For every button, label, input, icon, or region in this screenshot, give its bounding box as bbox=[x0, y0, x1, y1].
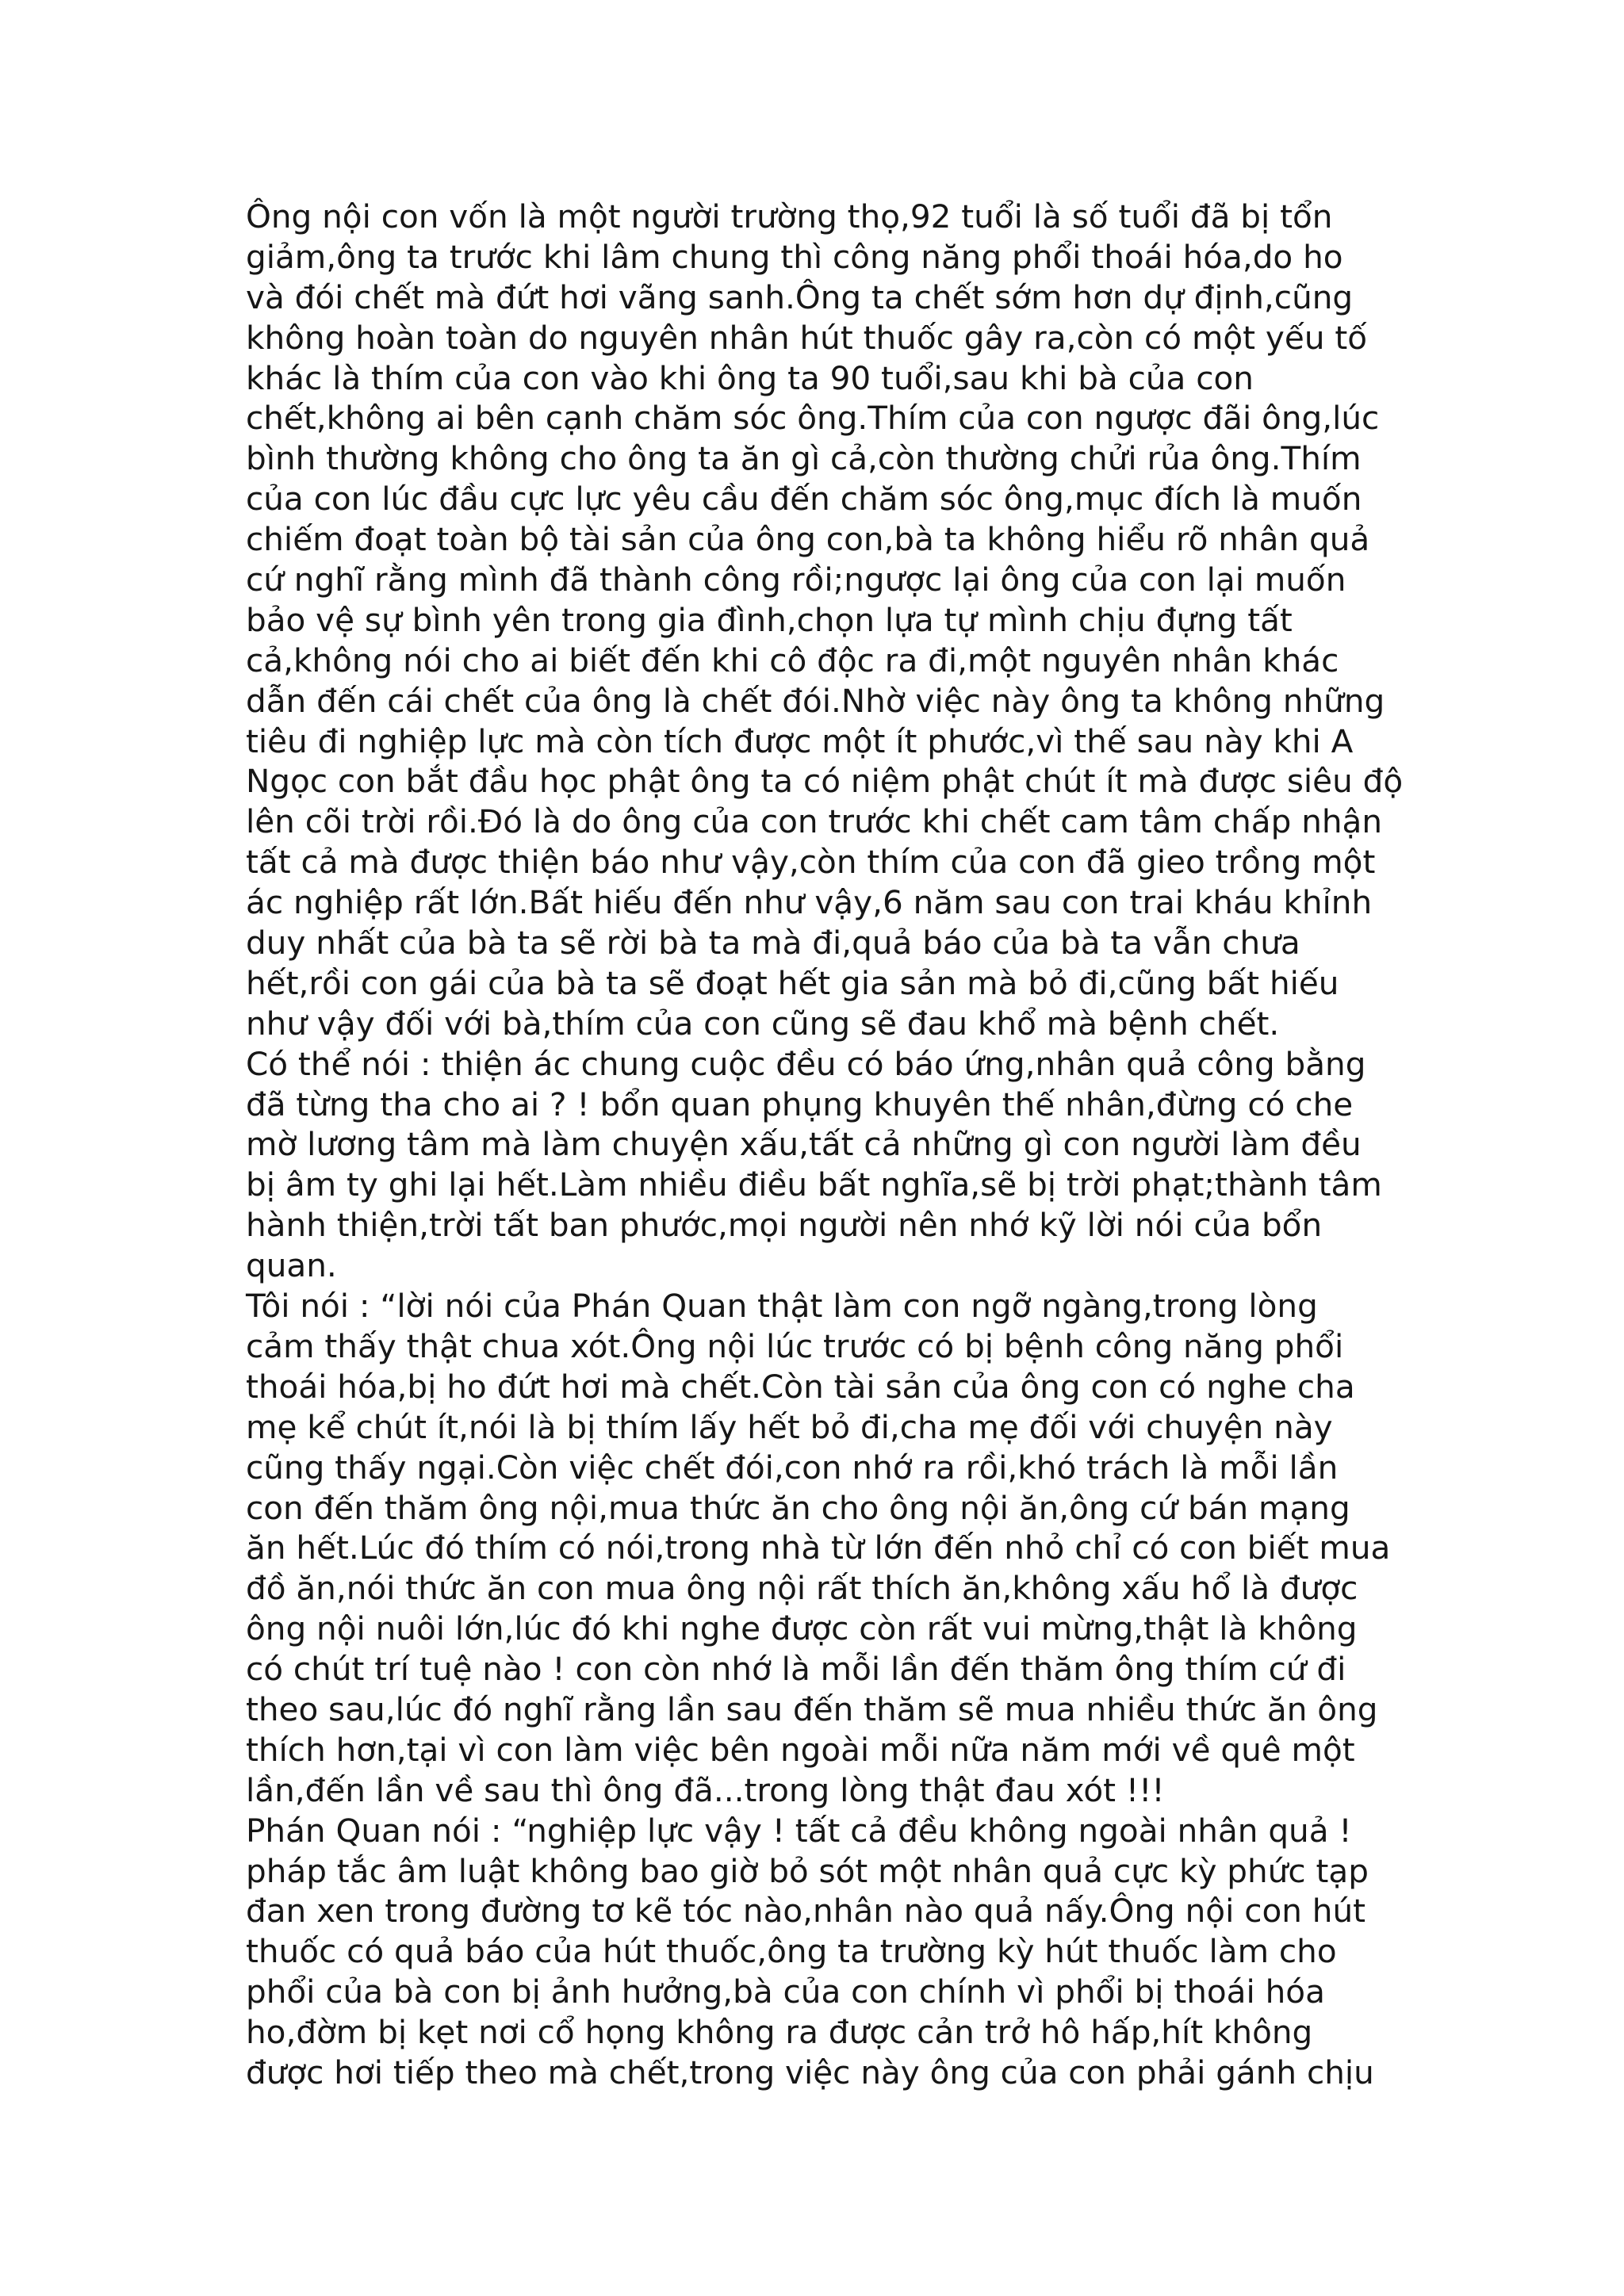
text-line: không hoàn toàn do nguyên nhân hút thuốc gây ra,còn có một yếu tố bbox=[246, 318, 1368, 357]
text-line: phổi của bà con bị ảnh hưởng,bà của con chính vì phổi bị thoái hóa bbox=[246, 1973, 1325, 2011]
text-line: theo sau,lúc đó nghĩ rằng lần sau đến thăm sẽ mua nhiều thức ăn ông bbox=[246, 1689, 1378, 1728]
text-line: chiếm đoạt toàn bộ tài sản của ông con,bà ta không hiểu rõ nhân quả bbox=[246, 520, 1370, 559]
text-line: ăn hết.Lúc đó thím có nói,trong nhà từ lớn đến nhỏ chỉ có con biết mua bbox=[246, 1529, 1391, 1567]
text-line: được hơi tiếp theo mà chết,trong việc này ông của con phải gánh chịu bbox=[246, 2053, 1374, 2091]
text-line: như vậy đối với bà,thím của con cũng sẽ đau khổ mà bệnh chết. bbox=[246, 1004, 1280, 1043]
text-line: bảo vệ sự bình yên trong gia đình,chọn lựa tự mình chịu đựng tất bbox=[246, 600, 1293, 639]
text-line: tất cả mà được thiện báo như vậy,còn thím của con đã gieo trồng một bbox=[246, 843, 1376, 882]
text-line: quan. bbox=[246, 1246, 337, 1285]
text-line: cũng thấy ngại.Còn việc chết đói,con nhớ ra rồi,khó trách là mỗi lần bbox=[246, 1448, 1339, 1487]
text-line: Có thể nói : thiện ác chung cuộc đều có báo ứng,nhân quả công bằng bbox=[246, 1044, 1366, 1083]
text-line: đồ ăn,nói thức ăn con mua ông nội rất thích ăn,không xấu hổ là được bbox=[246, 1569, 1358, 1608]
text-line: pháp tắc âm luật không bao giờ bỏ sót một nhân quả cực kỳ phức tạp bbox=[246, 1851, 1369, 1890]
text-line: Ông nội con vốn là một người trường thọ,92 tuổi là số tuổi đã bị tổn bbox=[246, 197, 1333, 235]
text-line: thích hơn,tại vì con làm việc bên ngoài mỗi nữa năm mới về quê một bbox=[246, 1730, 1355, 1769]
text-line: ông nội nuôi lớn,lúc đó khi nghe được còn rất vui mừng,thật là không bbox=[246, 1609, 1358, 1648]
text-line: Phán Quan nói : “nghiệp lực vậy ! tất cả đều không ngoài nhân quả ! bbox=[246, 1811, 1352, 1850]
text-line: thuốc có quả báo của hút thuốc,ông ta trường kỳ hút thuốc làm cho bbox=[246, 1932, 1337, 1971]
text-line: khác là thím của con vào khi ông ta 90 tuổi,sau khi bà của con bbox=[246, 358, 1254, 397]
text-line: thoái hóa,bị ho đứt hơi mà chết.Còn tài sản của ông con có nghe cha bbox=[246, 1367, 1355, 1406]
text-line: bị âm ty ghi lại hết.Làm nhiều điều bất nghĩa,sẽ bị trời phạt;thành tâm bbox=[246, 1165, 1382, 1204]
text-line: con đến thăm ông nội,mua thức ăn cho ông nội ăn,ông cứ bán mạng bbox=[246, 1488, 1350, 1527]
text-line: Ngọc con bắt đầu học phật ông ta có niệm phật chút ít mà được siêu độ bbox=[246, 762, 1404, 801]
text-line: Tôi nói : “lời nói của Phán Quan thật làm con ngỡ ngàng,trong lòng bbox=[246, 1287, 1318, 1326]
text-line: có chút trí tuệ nào ! con còn nhớ là mỗi lần đến thăm ông thím cứ đi bbox=[246, 1650, 1346, 1689]
text-line: lên cõi trời rồi.Đó là do ông của con trước khi chết cam tâm chấp nhận bbox=[246, 802, 1383, 841]
text-line: hết,rồi con gái của bà ta sẽ đoạt hết gia sản mà bỏ đi,cũng bất hiếu bbox=[246, 963, 1339, 1002]
text-line: lần,đến lần về sau thì ông đã...trong lòng thật đau xót !!! bbox=[246, 1770, 1165, 1809]
text-line: cứ nghĩ rằng mình đã thành công rồi;ngược lại ông của con lại muốn bbox=[246, 561, 1346, 599]
text-line: dẫn đến cái chết của ông là chết đói.Nhờ việc này ông ta không những bbox=[246, 681, 1385, 720]
text-line: duy nhất của bà ta sẽ rời bà ta mà đi,quả báo của bà ta vẫn chưa bbox=[246, 924, 1300, 962]
text-line: cảm thấy thật chua xót.Ông nội lúc trước có bị bệnh công năng phổi bbox=[246, 1326, 1344, 1365]
text-line: bình thường không cho ông ta ăn gì cả,còn thường chửi rủa ông.Thím bbox=[246, 439, 1362, 478]
text-line: chết,không ai bên cạnh chăm sóc ông.Thím của con ngược đãi ông,lúc bbox=[246, 399, 1380, 438]
text-line: mờ lương tâm mà làm chuyện xấu,tất cả những gì con người làm đều bbox=[246, 1125, 1362, 1164]
text-line: tiêu đi nghiệp lực mà còn tích được một ít phước,vì thế sau này khi A bbox=[246, 721, 1354, 760]
text-line: mẹ kể chút ít,nói là bị thím lấy hết bỏ đi,cha mẹ đối với chuyện này bbox=[246, 1407, 1333, 1446]
body-text bbox=[246, 197, 1435, 2093]
text-line: đan xen trong đường tơ kẽ tóc nào,nhân nào quả nấy.Ông nội con hút bbox=[246, 1892, 1366, 1931]
text-line: và đói chết mà đứt hơi vãng sanh.Ông ta chết sớm hơn dự định,cũng bbox=[246, 277, 1354, 316]
text-line: của con lúc đầu cực lực yêu cầu đến chăm sóc ông,mục đích là muốn bbox=[246, 480, 1362, 519]
text-line: giảm,ông ta trước khi lâm chung thì công năng phổi thoái hóa,do ho bbox=[246, 237, 1343, 276]
text-line: đã từng tha cho ai ? ! bổn quan phụng khuyên thế nhân,đừng có che bbox=[246, 1085, 1354, 1123]
text-line: ho,đờm bị kẹt nơi cổ họng không ra được cản trở hô hấp,hít không bbox=[246, 2013, 1313, 2052]
text-line: ác nghiệp rất lớn.Bất hiếu đến như vậy,6 năm sau con trai kháu khỉnh bbox=[246, 883, 1373, 922]
text-line: hành thiện,trời tất ban phước,mọi người nên nhớ kỹ lời nói của bổn bbox=[246, 1206, 1323, 1245]
text-line: cả,không nói cho ai biết đến khi cô độc ra đi,một nguyên nhân khác bbox=[246, 641, 1339, 679]
